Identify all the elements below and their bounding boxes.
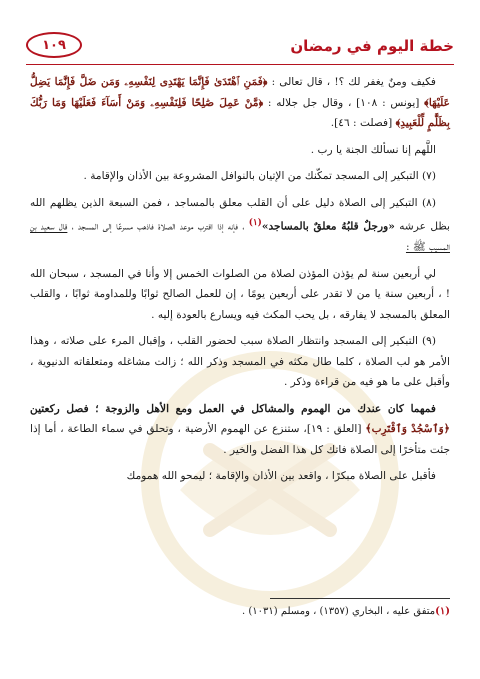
point-7: (٧) التبكير إلى المسجد تمكّنك من الإتيان بالنوافل المشروعة بين الأذان والإقامة . [83,170,436,182]
running-title: خطة اليوم في رمضان [290,37,454,55]
quran-verse: ﴿وَٱسْجُدْ وَٱقْتَرِب﴾ [365,423,450,436]
footnote-number: (١) [435,606,450,617]
verse-reference: [يونس : ١٠٨] ، وقال جل جلاله : [263,96,425,109]
paragraph [30,166,450,187]
text: (٨) التبكير إلى الصلاة دليل على أن القلب معلق بالمساجد ، فمن السبعة الذين يظلهم الله بظل عرشه [30,196,450,233]
paragraph [30,331,450,393]
page-number: ١٠٩ [42,37,66,53]
quran-verse: ﴿فَمَنِ ٱهْتَدَىٰ فَإِنَّمَا يَهْتَدِى لِنَفْسِهِۦ وَمَن ضَلَّ فَإِنَّمَا يَضِلُّ عَلَيْهَا﴾ [30,76,451,109]
header-divider [26,64,454,65]
footnote-marker: (١) [248,218,262,228]
attribution: قال سعيد بن المسيب ﷺ : [30,220,450,254]
supplication: اللَّهم إنا نسألك الجنة يا رب . [310,143,436,156]
point-9: (٩) التبكير إلى المسجد وانتظار الصلاة سبب لحضور القلب ، وإقبال المرء على صلاته ، وهذا الأمر هو لب الصلاة ، كلما طال مكثه في المسجد وذكر الله ؛ زالت مشاغله ومتعلقاته الدنيوية ، وأقبل على ما هو فيه من قراءة وذكر . [30,335,450,389]
paragraph [30,399,450,461]
paragraph [30,466,450,487]
verse-reference: [فصلت : ٤٦]. [330,117,396,129]
text: [العلق : ١٩]، ستنزع عن الهموم الأرضية ، وتحلق في سماء الطاعة ، أما إذا جئت متأخرًا إلى الصلاة فاتك كل هذا الفضل والخير . [30,423,450,456]
text: ، فإنه إذا اقترب موعد الصلاة فاذهب مسرعًا إلى المسجد ، [67,220,249,233]
paragraph [30,140,450,161]
body-text [30,72,450,493]
footnote [30,604,450,620]
paragraph [30,193,450,258]
quote-body: لي أربعين سنة لم يؤذن المؤذن لصلاة من الصلوات الخمس إلا وأنا في المسجد ، سبحان الله ! ، أربعين سنة يا من لا تقدر على أربعين يومًا ، إن للعمل الصالح ثوابًا وللمداومة ثوابًا ، والقلب المعلق بالمسجد لا يفارقه ، بل يحب المكث فيه ويسارع بالعودة إليه . [30,267,450,321]
footnote-text: متفق عليه ، البخاري (١٣٥٧) ، ومسلم (١٠٣١) . [242,606,436,617]
paragraph [30,72,450,134]
text: فمهما كان عندك من الهموم والمشاكل في العمل ومع الأهل والزوجة ؛ فصل ركعتين [30,402,436,415]
page-header [26,30,454,66]
text: فكيف ومنٌ يغفر لك ؟! ، قال تعالى : [267,76,436,88]
page-number-badge [26,32,82,58]
quran-verse: ﴿مَّنْ عَمِلَ صَٰلِحًا فَلِنَفْسِهِۦ وَمَنْ أَسَآءَ فَعَلَيْهَا وَمَا رَبُّكَ بِظَلَّٰمٍ لِّلْعَبِيدِ﴾ [30,96,450,129]
paragraph [30,264,450,326]
hadith-quote: «ورجلٌ قلبُهُ معلقٌ بالمساجد» [261,220,395,233]
text: فأقبل على الصلاة مبكرًا ، واقعد بين الأذان والإقامة ؛ ليمحو الله همومك [126,470,436,483]
footnote-divider [270,598,450,599]
